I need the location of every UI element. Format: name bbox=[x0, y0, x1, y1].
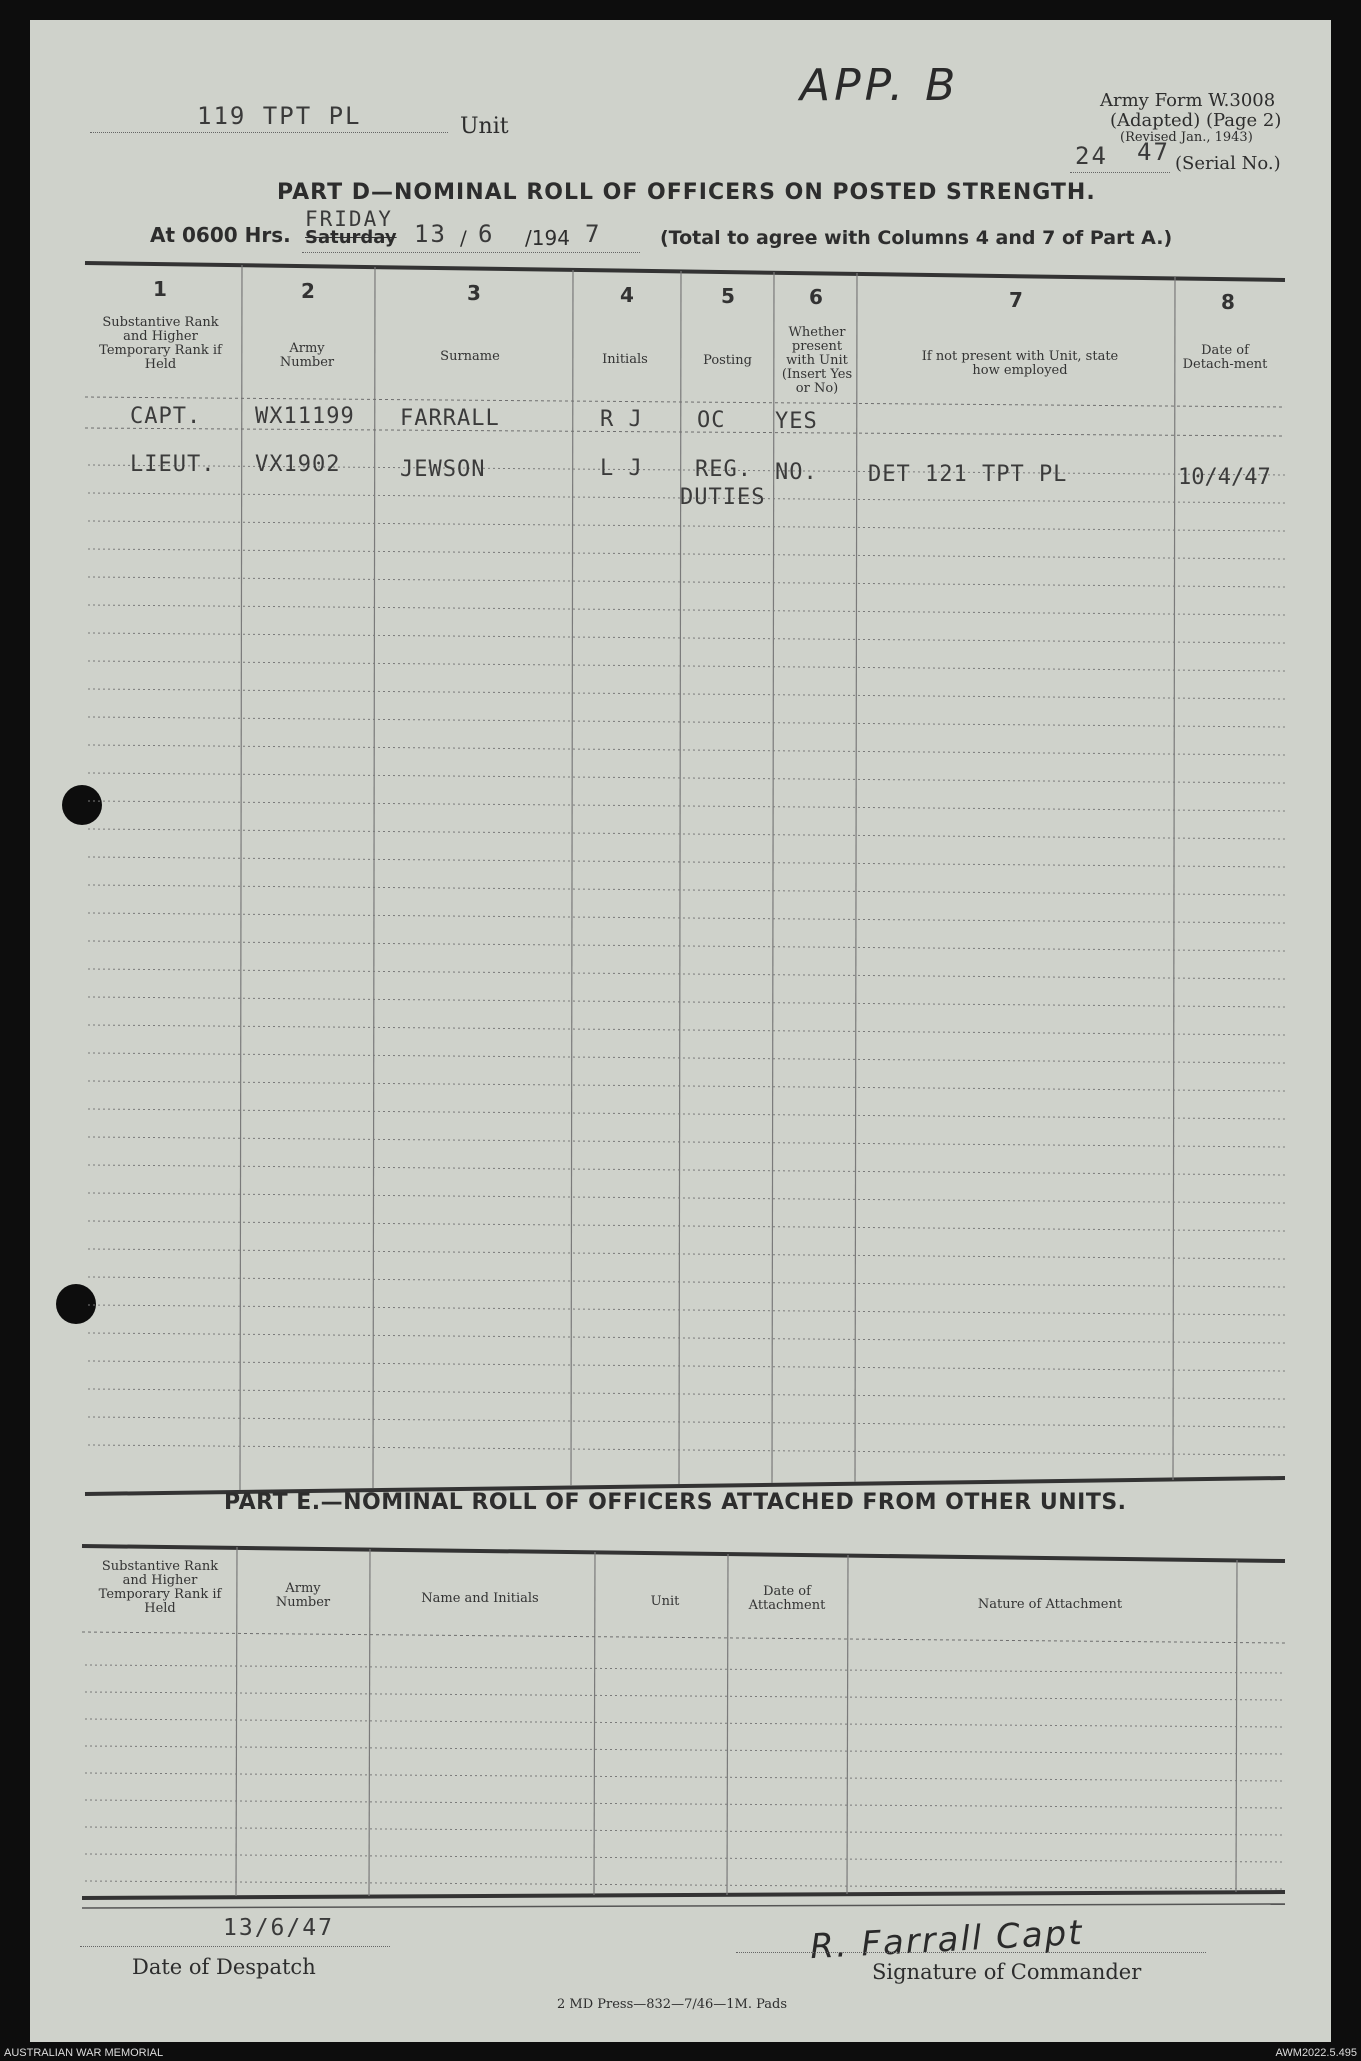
total-note: (Total to agree with Columns 4 and 7 of Part A.) bbox=[660, 227, 1173, 249]
row-1-posting: OC bbox=[697, 408, 726, 433]
row-2-present: NO. bbox=[775, 460, 818, 485]
e-header-nature: Nature of Attachment bbox=[977, 1597, 1123, 1612]
form-revised: (Revised Jan., 1943) bbox=[1120, 130, 1253, 145]
despatch-date: 13/6/47 bbox=[223, 1915, 334, 1941]
commander-signature: R. Farrall Capt bbox=[809, 1912, 1085, 1968]
signature-label: Signature of Commander bbox=[872, 1960, 1142, 1984]
col-number: 2 bbox=[301, 279, 315, 303]
row-2-employed: DET 121 TPT PL bbox=[868, 462, 1068, 487]
col-number: 1 bbox=[153, 277, 167, 301]
part-e-title: PART E.—NOMINAL ROLL OF OFFICERS ATTACHED FROM OTHER UNITS. bbox=[224, 1490, 1127, 1515]
day-struck: Saturday bbox=[305, 227, 397, 248]
col-header-initials: Initials bbox=[602, 352, 648, 367]
part-e-grid bbox=[30, 20, 1331, 2042]
date-day: 13 bbox=[414, 220, 447, 248]
unit-label: Unit bbox=[460, 114, 509, 139]
app-annotation: APP. B bbox=[800, 60, 960, 111]
form-title: Army Form W.3008 bbox=[1100, 90, 1276, 111]
row-2-initials: L J bbox=[600, 456, 643, 481]
col-header-army-number: Army Number bbox=[279, 341, 335, 370]
form-adapted: (Adapted) (Page 2) bbox=[1110, 110, 1282, 131]
row-1-surname: FARRALL bbox=[400, 406, 500, 431]
row-2-number: VX1902 bbox=[255, 452, 341, 477]
footer-accession: AWM2022.5.495 bbox=[1275, 2047, 1357, 2059]
serial-label: (Serial No.) bbox=[1175, 153, 1281, 174]
col-header-employed: If not present with Unit, state how employed bbox=[921, 349, 1119, 378]
e-header-unit: Unit bbox=[650, 1594, 680, 1609]
row-1-initials: R J bbox=[600, 407, 643, 432]
despatch-label: Date of Despatch bbox=[132, 1955, 316, 1979]
part-d-title: PART D—NOMINAL ROLL OF OFFICERS ON POSTED STRENGTH. bbox=[277, 180, 1096, 205]
col-header-posting: Posting bbox=[703, 353, 752, 368]
despatch-underline bbox=[80, 1946, 390, 1947]
row-1-rank: CAPT. bbox=[130, 404, 202, 429]
date-month: 6 bbox=[478, 220, 495, 248]
col-number: 6 bbox=[809, 285, 823, 309]
col-number: 8 bbox=[1221, 290, 1235, 314]
row-2-posting-line-2: DUTIES bbox=[680, 485, 766, 510]
col-number: 7 bbox=[1009, 288, 1023, 312]
row-2-detached: 10/4/47 bbox=[1178, 465, 1271, 490]
row-1-present: YES bbox=[775, 409, 818, 434]
at-label: At 0600 Hrs. bbox=[150, 223, 291, 247]
day-typed: FRIDAY bbox=[305, 207, 393, 231]
e-header-date: Date of Attachment bbox=[748, 1584, 826, 1613]
e-header-name: Name and Initials bbox=[421, 1591, 539, 1606]
footer-credit: AUSTRALIAN WAR MEMORIAL bbox=[4, 2047, 164, 2059]
unit-value: 119 TPT PL bbox=[197, 102, 362, 130]
serial-value: 24 bbox=[1075, 142, 1108, 170]
serial-year: 47 bbox=[1137, 138, 1170, 166]
col-header-detached: Date of Detach-ment bbox=[1182, 343, 1268, 372]
date-sep-1: / bbox=[460, 226, 467, 250]
year-prefix: /194 bbox=[525, 226, 570, 250]
col-header-rank: Substantive Rank and Higher Temporary Rank if Held bbox=[99, 315, 222, 372]
row-2-rank: LIEUT. bbox=[130, 452, 216, 477]
form-paper bbox=[30, 20, 1331, 2042]
row-2-surname: JEWSON bbox=[400, 457, 486, 482]
row-1-number: WX11199 bbox=[255, 404, 355, 429]
col-header-present: Whether present with Unit (Insert Yes or No) bbox=[781, 325, 853, 396]
signature-underline bbox=[736, 1952, 1206, 1953]
e-header-army-number: Army Number bbox=[275, 1581, 331, 1610]
col-number: 5 bbox=[721, 284, 735, 308]
year-suffix: 7 bbox=[585, 220, 602, 248]
col-header-surname: Surname bbox=[440, 349, 500, 364]
col-number: 3 bbox=[467, 281, 481, 305]
col-number: 4 bbox=[620, 283, 634, 307]
e-header-rank: Substantive Rank and Higher Temporary Rank if Held bbox=[98, 1559, 222, 1616]
press-note: 2 MD Press—832—7/46—1M. Pads bbox=[557, 1997, 788, 2012]
row-2-posting: REG. bbox=[695, 457, 752, 482]
